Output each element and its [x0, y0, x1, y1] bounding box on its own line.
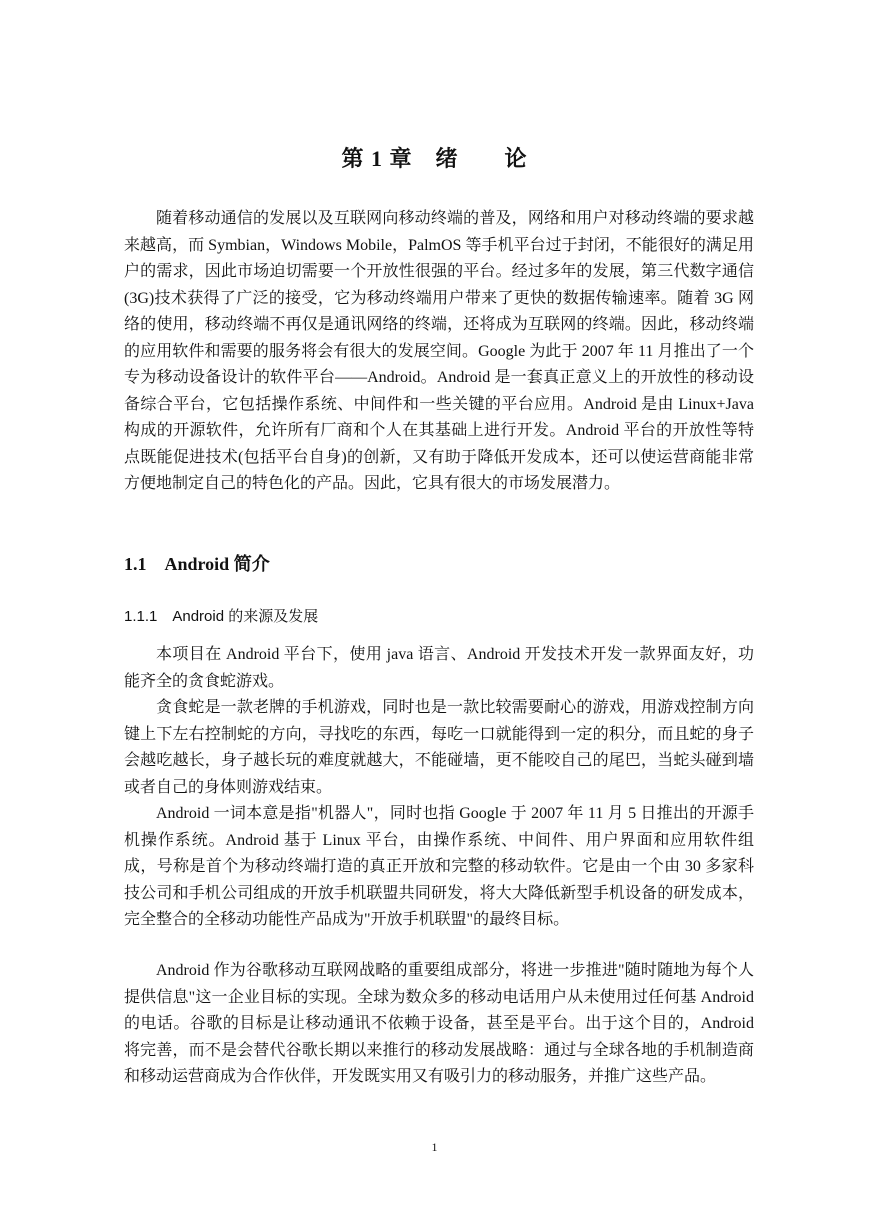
intro-paragraph: 随着移动通信的发展以及互联网向移动终端的普及，网络和用户对移动终端的要求越来越高，而 Symbian，Windows Mobile，PalmOS 等手机平台过于封闭，不能很好的满足用户的需求，因此市场迫切需要一个开放性很强的平台。经过多年的发展，第三代数字通信(3G)技术获得了广泛的接受，它为移动终端用户带来了更快的数据传输速率。随着 3G 网络的使用，移动终端不再仅是通讯网络的终端，还将成为互联网的终端。因此，移动终端的应用软件和需要的服务将会有很大的发展空间。Google 为此于 2007 年 11 月推出了一个专为移动设备设计的软件平台——Android。Android 是一套真正意义上的开放性的移动设备综合平台，它包括操作系统、中间件和一些关键的平台应用。Android 是由 Linux+Java 构成的开源软件，允许所有厂商和个人在其基础上进行开发。Android 平台的开放性等特点既能促进技术(包括平台自身)的创新，又有助于降低开发成本，还可以使运营商能非常方便地制定自己的特色化的产品。因此，它具有很大的市场发展潜力。	[124, 210, 754, 492]
section-heading: 1.1 Android 简介	[124, 554, 270, 574]
body-paragraph: 贪食蛇是一款老牌的手机游戏，同时也是一款比较需要耐心的游戏，用游戏控制方向键上下左右控制蛇的方向，寻找吃的东西，每吃一口就能得到一定的积分，而且蛇的身子会越吃越长，身子越长玩的难度就越大，不能碰墙，更不能咬自己的尾巴，当蛇头碰到墙或者自己的身体则游戏结束。	[124, 699, 754, 796]
chapter-title: 第 1 章 绪 论	[341, 146, 528, 171]
body-paragraph: Android 一词本意是指"机器人"，同时也指 Google 于 2007 年 11 月 5 日推出的开源手机操作系统。Android 基于 Linux 平台，由操作系统、中间件、用户界面和应用软件组成，号称是首个为移动终端打造的真正开放和完整的移动软件。它是由一个由 30 多家科技公司和手机公司组成的开放手机联盟共同研发，将大大降低新型手机设备的研发成本，完全整合的全移动功能性产品成为"开放手机联盟"的最终目标。	[124, 805, 754, 928]
page-number: 1	[431, 1140, 438, 1154]
body-paragraph: Android 作为谷歌移动互联网战略的重要组成部分，将进一步推进"随时随地为每个人提供信息"这一企业目标的实现。全球为数众多的移动电话用户从未使用过任何基 Android 的电话。谷歌的目标是让移动通讯不依赖于设备，甚至是平台。出于这个目的，Android 将完善，而不是会替代谷歌长期以来推行的移动发展战略：通过与全球各地的手机制造商和移动运营商成为合作伙伴，开发既实用又有吸引力的移动服务，并推广这些产品。	[124, 962, 754, 1085]
subsection-heading: 1.1.1 Android 的来源及发展	[124, 608, 319, 625]
body-paragraph: 本项目在 Android 平台下，使用 java 语言、Android 开发技术开发一款界面友好，功能齐全的贪食蛇游戏。	[124, 646, 754, 690]
